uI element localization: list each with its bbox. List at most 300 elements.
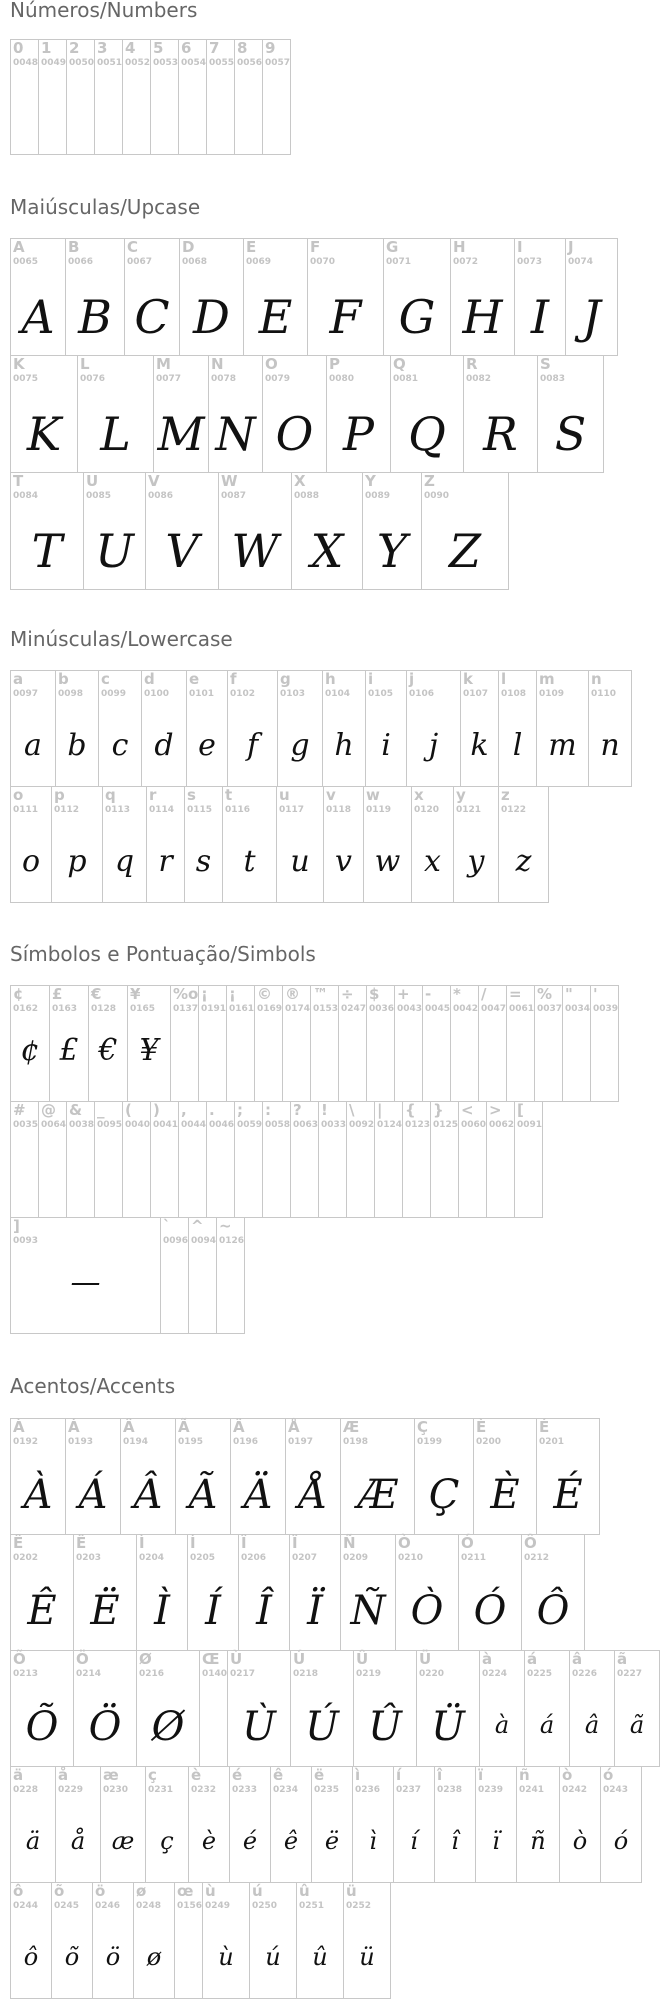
glyph-code-label: 0115 (187, 805, 213, 815)
glyph-cell (133, 1882, 175, 1999)
glyph-code-label: 0090 (424, 491, 450, 501)
glyph-sample: å (70, 1827, 86, 1855)
glyph-char-label: ™ (313, 985, 328, 1003)
glyph-cell (10, 39, 39, 155)
glyph-code-label: 0111 (13, 805, 39, 815)
glyph-cell (10, 1101, 39, 1218)
glyph-char-label: G (386, 238, 399, 256)
glyph-char-label: Y (365, 472, 376, 490)
glyph-code-label: 0056 (237, 58, 263, 68)
glyph-sample: É (553, 1472, 583, 1518)
glyph-code-label: 0084 (13, 491, 39, 501)
glyph-cell (395, 1534, 459, 1651)
glyph-char-label: 3 (97, 39, 108, 57)
glyph-cell (170, 985, 199, 1102)
glyph-char-label: < (461, 1101, 474, 1119)
glyph-cell (590, 985, 619, 1102)
glyph-char-label: œ (177, 1882, 194, 1900)
glyph-code-label: 0252 (346, 1901, 372, 1911)
glyph-code-label: 0231 (148, 1785, 174, 1795)
glyph-code-label: 0246 (95, 1901, 121, 1911)
glyph-sample: Ó (473, 1588, 507, 1634)
glyph-char-label: Œ (202, 1650, 220, 1668)
glyph-char-label: } (433, 1101, 444, 1119)
glyph-char-label: õ (54, 1882, 65, 1900)
glyph-sample: ü (359, 1943, 375, 1971)
glyph-code-label: 0109 (539, 689, 565, 699)
glyph-char-label: A (13, 238, 25, 256)
section-title-lowercase: Minúsculas/Lowercase (10, 627, 233, 651)
numbers-row (11, 40, 291, 155)
glyph-code-label: 0194 (123, 1437, 149, 1447)
glyph-sample: Ô (536, 1588, 570, 1634)
glyph-code-label: 0163 (52, 1004, 78, 1014)
glyph-char-label: ¥ (130, 985, 141, 1003)
glyph-cell (514, 1101, 543, 1218)
glyph-char-label: ú (252, 1882, 263, 1900)
glyph-cell (178, 1101, 207, 1218)
glyph-char-label: %o (173, 985, 199, 1003)
glyph-sample: Å (298, 1472, 328, 1518)
glyph-sample: B (78, 290, 112, 344)
glyph-char-label: F (310, 238, 321, 256)
glyph-cell (285, 1418, 341, 1535)
glyph-sample: À (23, 1472, 53, 1518)
glyph-sample: æ (111, 1827, 135, 1855)
glyph-cell (262, 355, 327, 473)
glyph-sample: Ñ (350, 1588, 386, 1634)
glyph-sample: Ú (305, 1704, 339, 1750)
glyph-char-label: â (572, 1650, 583, 1668)
glyph-code-label: 0251 (299, 1901, 325, 1911)
glyph-cell (218, 472, 292, 590)
glyph-code-label: 0217 (230, 1669, 256, 1679)
glyph-cell (254, 985, 283, 1102)
glyph-char-label: î (437, 1766, 443, 1784)
glyph-code-label: 0103 (280, 689, 306, 699)
glyph-code-label: 0051 (97, 58, 123, 68)
glyph-code-label: 0114 (149, 805, 175, 815)
glyph-code-label: 0198 (343, 1437, 369, 1447)
glyph-cell (536, 670, 589, 787)
glyph-char-label: _ (97, 1101, 105, 1119)
glyph-code-label: 0113 (105, 805, 131, 815)
glyph-sample: £ (59, 1033, 79, 1068)
upcase-row (11, 356, 604, 473)
glyph-char-label: / (481, 985, 487, 1003)
glyph-code-label: 0233 (232, 1785, 258, 1795)
glyph-sample: H (462, 290, 503, 344)
accents-row (11, 1535, 585, 1651)
glyph-cell (249, 1882, 297, 1999)
glyph-char-label: Z (424, 472, 435, 490)
glyph-code-label: 0203 (76, 1553, 102, 1563)
glyph-cell (363, 786, 412, 903)
glyph-sample: M (157, 407, 205, 461)
glyph-char-label: R (466, 355, 478, 373)
glyph-code-label: 0118 (326, 805, 352, 815)
glyph-char-label: B (68, 238, 80, 256)
glyph-cell (296, 1882, 344, 1999)
glyph-cell (276, 786, 324, 903)
glyph-code-label: 0065 (13, 257, 39, 267)
glyph-char-label: Æ (343, 1418, 360, 1436)
glyph-sample: Ò (410, 1588, 444, 1634)
glyph-cell (486, 1101, 515, 1218)
glyph-char-label: 2 (69, 39, 80, 57)
glyph-cell (323, 786, 364, 903)
glyph-code-label: 0239 (478, 1785, 504, 1795)
glyph-sample: A (21, 290, 55, 344)
glyph-char-label: w (366, 786, 380, 804)
glyph-code-label: 0210 (398, 1553, 424, 1563)
glyph-cell (243, 238, 308, 356)
glyph-code-label: 0092 (349, 1120, 375, 1130)
glyph-code-label: 0197 (288, 1437, 314, 1447)
glyph-code-label: 0225 (527, 1669, 553, 1679)
glyph-char-label: m (539, 670, 555, 688)
glyph-sample: Û (368, 1704, 402, 1750)
glyph-sample: í (410, 1827, 418, 1855)
section-title-upcase: Maiúsculas/Upcase (10, 195, 201, 219)
glyph-cell (127, 985, 171, 1102)
glyph-code-label: 0247 (341, 1004, 367, 1014)
glyph-cell (262, 39, 291, 155)
glyph-cell (559, 1766, 601, 1883)
glyph-code-label: 0243 (603, 1785, 629, 1795)
glyph-cell (136, 1650, 200, 1767)
glyph-cell (343, 1882, 391, 1999)
glyph-cell (51, 1882, 93, 1999)
glyph-cell (393, 1766, 435, 1883)
glyph-char-label: L (80, 355, 90, 373)
glyph-cell (198, 985, 227, 1102)
glyph-char-label: u (279, 786, 290, 804)
glyph-sample: u (290, 844, 310, 879)
glyph-code-label: 0199 (417, 1437, 443, 1447)
accents-row (11, 1651, 660, 1767)
glyph-code-label: 0085 (86, 491, 112, 501)
glyph-code-label: 0220 (419, 1669, 445, 1679)
glyph-code-label: 0230 (103, 1785, 129, 1795)
glyph-code-label: 0045 (425, 1004, 451, 1014)
glyph-code-label: 0235 (314, 1785, 340, 1795)
glyph-code-label: 0059 (237, 1120, 263, 1130)
glyph-sample: Y (376, 524, 408, 578)
glyph-char-label: Ç (417, 1418, 429, 1436)
glyph-char-label: a (13, 670, 24, 688)
glyph-char-label: Â (123, 1418, 135, 1436)
glyph-char-label: à (482, 1650, 493, 1668)
glyph-code-label: 0071 (386, 257, 412, 267)
glyph-cell (498, 786, 549, 903)
glyph-code-label: 0192 (13, 1437, 39, 1447)
glyph-code-label: 0212 (524, 1553, 550, 1563)
glyph-code-label: 0067 (127, 257, 153, 267)
glyph-sample: — (70, 1265, 101, 1300)
glyph-code-label: 0174 (285, 1004, 311, 1014)
glyph-char-label: | (377, 1101, 383, 1119)
glyph-cell (416, 1650, 480, 1767)
glyph-code-label: 0193 (68, 1437, 94, 1447)
glyph-cell (188, 1217, 217, 1334)
glyph-code-label: 0219 (356, 1669, 382, 1679)
glyph-code-label: 0091 (517, 1120, 543, 1130)
glyph-code-label: 0088 (294, 491, 320, 501)
glyph-code-label: 0080 (329, 374, 355, 384)
glyph-code-label: 0036 (369, 1004, 395, 1014)
glyph-sample: c (111, 728, 129, 763)
glyph-cell (120, 1418, 176, 1535)
glyph-char-label: \ (349, 1101, 355, 1119)
glyph-cell (498, 670, 537, 787)
glyph-char-label: S (540, 355, 551, 373)
glyph-char-label: ë (314, 1766, 325, 1784)
glyph-code-label: 0049 (41, 58, 67, 68)
glyph-sample: V (165, 524, 199, 578)
glyph-code-label: 0207 (292, 1553, 318, 1563)
glyph-sample: Î (256, 1588, 272, 1634)
glyph-sample: õ (64, 1943, 80, 1971)
glyph-code-label: 0060 (461, 1120, 487, 1130)
glyph-sample: ï (492, 1827, 500, 1855)
glyph-cell (277, 670, 323, 787)
glyph-code-label: 0094 (191, 1236, 217, 1246)
glyph-cell (88, 985, 128, 1102)
glyph-char-label: Õ (13, 1650, 26, 1668)
glyph-sample: K (26, 407, 62, 461)
glyph-sample: Æ (357, 1472, 398, 1518)
glyph-cell (478, 985, 507, 1102)
glyph-sample: p (67, 844, 87, 879)
glyph-cell (318, 1101, 347, 1218)
glyph-char-label: Ì (139, 1534, 145, 1552)
glyph-cell (340, 1418, 415, 1535)
glyph-code-label: 0072 (453, 257, 479, 267)
glyph-cell (187, 1534, 239, 1651)
glyph-sample: û (312, 1943, 328, 1971)
glyph-char-label: ¡ (201, 985, 208, 1003)
glyph-sample: s (195, 844, 212, 879)
glyph-sample: Ã (188, 1472, 218, 1518)
glyph-code-label: 0047 (481, 1004, 507, 1014)
glyph-cell (450, 238, 515, 356)
glyph-sample: U (95, 524, 134, 578)
glyph-cell (77, 355, 154, 473)
glyph-sample: D (193, 290, 230, 344)
glyph-char-label: y (456, 786, 466, 804)
glyph-code-label: 0112 (54, 805, 80, 815)
glyph-sample: o (21, 844, 41, 879)
glyph-code-label: 0213 (13, 1669, 39, 1679)
glyph-cell (270, 1766, 312, 1883)
glyph-char-label: C (127, 238, 139, 256)
glyph-cell (38, 1101, 67, 1218)
glyph-char-label: P (329, 355, 340, 373)
glyph-code-label: 0066 (68, 257, 94, 267)
glyph-code-label: 0105 (368, 689, 394, 699)
glyph-cell (322, 670, 366, 787)
glyph-cell (38, 39, 67, 155)
glyph-char-label: ò (562, 1766, 573, 1784)
glyph-char-label: k (463, 670, 473, 688)
glyph-code-label: 0044 (181, 1120, 207, 1130)
glyph-char-label: [ (517, 1101, 524, 1119)
glyph-sample: Ê (27, 1588, 57, 1634)
glyph-code-label: 0245 (54, 1901, 80, 1911)
glyph-cell (229, 1766, 271, 1883)
glyph-char-label: € (91, 985, 102, 1003)
glyph-cell (10, 1217, 161, 1334)
glyph-sample: ä (25, 1827, 41, 1855)
glyph-char-label: & (69, 1101, 83, 1119)
glyph-char-label: è (191, 1766, 202, 1784)
glyph-char-label: È (476, 1418, 487, 1436)
glyph-char-label: + (397, 985, 410, 1003)
glyph-sample: È (490, 1472, 520, 1518)
glyph-code-label: 0079 (265, 374, 291, 384)
glyph-cell (352, 1766, 394, 1883)
glyph-cell (66, 39, 95, 155)
glyph-cell (340, 1534, 396, 1651)
glyph-char-label: ç (148, 1766, 157, 1784)
glyph-code-label: 0100 (144, 689, 170, 699)
glyph-cell (463, 355, 538, 473)
glyph-cell (569, 1650, 615, 1767)
glyph-char-label: ü (346, 1882, 357, 1900)
glyph-char-label: ä (13, 1766, 24, 1784)
glyph-cell (390, 355, 464, 473)
glyph-cell (600, 1766, 642, 1883)
glyph-char-label: O (265, 355, 278, 373)
glyph-cell (475, 1766, 517, 1883)
glyph-cell (150, 39, 179, 155)
glyph-cell (421, 472, 509, 590)
glyph-code-label: 0117 (279, 805, 305, 815)
glyph-cell (55, 670, 99, 787)
glyph-cell (98, 670, 142, 787)
glyph-cell (289, 1534, 341, 1651)
lowercase-row (11, 787, 549, 903)
glyph-cell (562, 985, 591, 1102)
glyph-cell (450, 985, 479, 1102)
glyph-char-label: 0 (13, 39, 24, 57)
glyph-cell (10, 355, 78, 473)
glyph-cell (307, 238, 384, 356)
glyph-cell (374, 1101, 403, 1218)
accents-row (11, 1767, 642, 1883)
glyph-cell (184, 786, 223, 903)
glyph-cell (506, 985, 535, 1102)
glyph-cell (10, 1766, 56, 1883)
glyph-sample: W (231, 524, 279, 578)
glyph-code-label: 0229 (58, 1785, 84, 1795)
glyph-cell (10, 1882, 52, 1999)
glyph-code-label: 0043 (397, 1004, 423, 1014)
glyph-char-label: * (453, 985, 461, 1003)
glyph-code-label: 0200 (476, 1437, 502, 1447)
glyph-char-label: ! (321, 1101, 328, 1119)
glyph-code-label: 0093 (13, 1236, 39, 1246)
glyph-sample: I (530, 290, 550, 344)
glyph-char-label: ® (285, 985, 300, 1003)
glyph-code-label: 0041 (153, 1120, 179, 1130)
glyph-cell (537, 355, 604, 473)
glyph-cell (365, 670, 407, 787)
glyph-char-label: n (591, 670, 602, 688)
glyph-code-label: 0224 (482, 1669, 508, 1679)
glyph-char-label: ô (13, 1882, 24, 1900)
glyph-cell (406, 670, 461, 787)
glyph-sample: N (215, 407, 256, 461)
glyph-cell (222, 786, 277, 903)
glyph-char-label: ; (237, 1101, 243, 1119)
glyph-cell (290, 1650, 354, 1767)
glyph-sample: Ö (88, 1704, 122, 1750)
glyph-char-label: b (58, 670, 69, 688)
glyph-cell (122, 1101, 151, 1218)
glyph-cell (73, 1534, 137, 1651)
glyph-code-label: 0211 (461, 1553, 487, 1563)
glyph-char-label: i (368, 670, 374, 688)
glyph-sample: ò (572, 1827, 588, 1855)
glyph-sample: n (600, 728, 620, 763)
glyph-cell (458, 1101, 487, 1218)
glyph-sample: X (310, 524, 344, 578)
glyph-char-label: $ (369, 985, 380, 1003)
glyph-char-label: ù (205, 1882, 216, 1900)
glyph-sample: T (31, 524, 63, 578)
glyph-char-label: j (409, 670, 415, 688)
glyph-sample: é (242, 1827, 258, 1855)
glyph-char-label: Ú (293, 1650, 306, 1668)
glyph-code-label: 0153 (313, 1004, 339, 1014)
glyph-char-label: ø (136, 1882, 147, 1900)
glyph-sample: Ì (154, 1588, 170, 1634)
glyph-cell (291, 472, 363, 590)
symbols-row (11, 1218, 245, 1334)
glyph-char-label: h (325, 670, 336, 688)
glyph-code-label: 0107 (463, 689, 489, 699)
glyph-char-label: 5 (153, 39, 164, 57)
glyph-code-label: 0097 (13, 689, 39, 699)
glyph-char-label: E (246, 238, 257, 256)
glyph-char-label: £ (52, 985, 63, 1003)
glyph-sample: a (24, 728, 42, 763)
glyph-cell (51, 786, 103, 903)
glyph-sample: Â (133, 1472, 163, 1518)
glyph-char-label: ö (95, 1882, 106, 1900)
glyph-cell (92, 1882, 134, 1999)
glyph-code-label: 0161 (229, 1004, 255, 1014)
glyph-sample: Á (78, 1472, 108, 1518)
glyph-sample: R (483, 407, 518, 461)
glyph-cell (206, 39, 235, 155)
glyph-code-label: 0087 (221, 491, 247, 501)
glyph-char-label: æ (103, 1766, 119, 1784)
glyph-char-label: ó (603, 1766, 614, 1784)
glyph-code-label: 0042 (453, 1004, 479, 1014)
glyph-cell (311, 1766, 353, 1883)
glyph-cell (73, 1650, 137, 1767)
glyph-sample: â (584, 1711, 600, 1739)
glyph-char-label: 1 (41, 39, 52, 57)
accents-row (11, 1883, 391, 1999)
glyph-sample: ó (613, 1827, 629, 1855)
glyph-sample: J (582, 290, 601, 344)
glyph-code-label: 0040 (125, 1120, 151, 1130)
glyph-code-label: 0035 (13, 1120, 39, 1130)
